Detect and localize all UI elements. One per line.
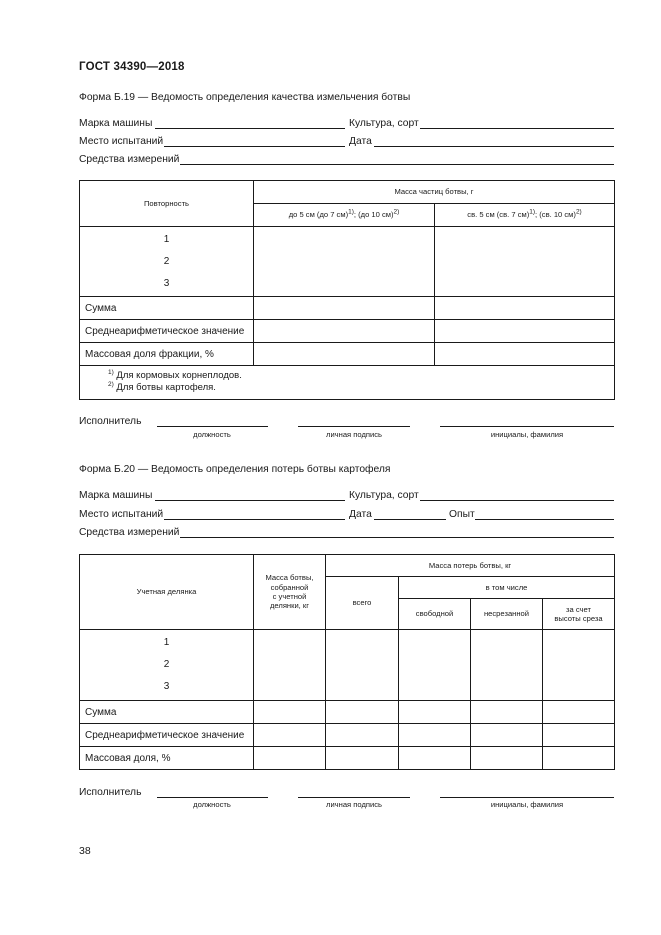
cell-large-repeats[interactable] bbox=[435, 227, 615, 297]
cell-small-repeats[interactable] bbox=[254, 227, 435, 297]
form-20-instruments-field[interactable] bbox=[180, 537, 614, 538]
cell-height-mean[interactable] bbox=[543, 724, 615, 747]
form-19-test-place-field[interactable] bbox=[164, 146, 345, 147]
cell-free-plots[interactable] bbox=[399, 630, 471, 701]
cell-large-mean[interactable] bbox=[435, 320, 615, 343]
cell-collected-fraction[interactable] bbox=[254, 747, 326, 770]
header-uncut: несрезанной bbox=[471, 599, 543, 630]
plot-3: 3 bbox=[163, 681, 170, 692]
table-footnotes bbox=[80, 366, 615, 400]
form-19-instruments-field[interactable] bbox=[180, 164, 614, 165]
form-19-machine-brand-field[interactable] bbox=[155, 128, 345, 129]
row-sum-label: Сумма bbox=[80, 297, 254, 320]
cell-total-fraction[interactable] bbox=[326, 747, 399, 770]
footnote-1: $^{1)}$ Для кормовых корнеплодов. bbox=[108, 368, 242, 381]
cell-small-fraction[interactable] bbox=[254, 343, 435, 366]
document-header: ГОСТ 34390—2018 bbox=[79, 61, 185, 73]
form-20-date-label: Дата bbox=[349, 509, 372, 520]
form-19-test-place-label: Место испытаний bbox=[79, 136, 164, 147]
header-loss-mass: Масса потерь ботвы, кг bbox=[326, 555, 615, 577]
form-19-position-field[interactable] bbox=[157, 426, 268, 427]
cell-total-mean[interactable] bbox=[326, 724, 399, 747]
form-19-initials-caption: инициалы, фамилия bbox=[490, 430, 564, 439]
form-20-position-caption: должность bbox=[193, 800, 231, 809]
header-sub-col-small: до 5 см (до 7 см)$^{1)}$; (до 10 см)$^{2)}$ bbox=[254, 204, 435, 227]
form-19-date-field[interactable] bbox=[374, 146, 614, 147]
header-including: в том числе bbox=[399, 577, 615, 599]
cell-large-sum[interactable] bbox=[435, 297, 615, 320]
form-19-signature-field[interactable] bbox=[298, 426, 410, 427]
header-cut-height: за счет высоты среза bbox=[543, 599, 615, 630]
form-19-instruments-label: Средства измерений bbox=[79, 154, 180, 165]
header-collected-mass: Масса ботвы, собранной с учетной делянки, кг bbox=[254, 555, 326, 630]
cell-uncut-fraction[interactable] bbox=[471, 747, 543, 770]
repeat-1: 1 bbox=[163, 233, 170, 245]
form-20-position-field[interactable] bbox=[157, 797, 268, 798]
form-20-test-place-label: Место испытаний bbox=[79, 509, 164, 520]
cell-uncut-mean[interactable] bbox=[471, 724, 543, 747]
header-mass-particles: Масса частиц ботвы, г bbox=[254, 181, 615, 204]
row-fraction-label: Массовая доля, % bbox=[80, 747, 254, 770]
plot-numbers bbox=[80, 630, 254, 701]
form-20-machine-brand-label: Марка машины bbox=[79, 490, 153, 501]
cell-collected-plots[interactable] bbox=[254, 630, 326, 701]
plot-1: 1 bbox=[163, 637, 170, 648]
form-20-instruments-label: Средства измерений bbox=[79, 527, 180, 538]
cell-height-sum[interactable] bbox=[543, 701, 615, 724]
form-19-machine-brand-label: Марка машины bbox=[79, 118, 153, 129]
page-number: 38 bbox=[79, 845, 91, 857]
repeat-3: 3 bbox=[163, 277, 170, 289]
form-20-test-place-field[interactable] bbox=[164, 519, 345, 520]
cell-collected-sum[interactable] bbox=[254, 701, 326, 724]
form-20-title: Форма Б.20 — Ведомость определения потерь ботвы картофеля bbox=[79, 464, 391, 475]
cell-height-plots[interactable] bbox=[543, 630, 615, 701]
form-19-crop-variety-field[interactable] bbox=[420, 128, 614, 129]
form-19-initials-field[interactable] bbox=[440, 426, 614, 427]
header-plot: Учетная делянка bbox=[80, 555, 254, 630]
plot-2: 2 bbox=[163, 659, 170, 670]
footnote-2: $^{2)}$ Для ботвы картофеля. bbox=[108, 380, 216, 393]
repeat-numbers bbox=[80, 227, 254, 297]
cell-free-fraction[interactable] bbox=[399, 747, 471, 770]
row-mean-label: Среднеарифметическое значение bbox=[80, 320, 254, 343]
form-19-table bbox=[79, 180, 615, 400]
form-19-date-label: Дата bbox=[349, 136, 372, 147]
form-20-initials-caption: инициалы, фамилия bbox=[490, 800, 564, 809]
form-20-crop-variety-label: Культура, сорт bbox=[349, 490, 419, 501]
form-19-title: Форма Б.19 — Ведомость определения качества измельчения ботвы bbox=[79, 92, 411, 103]
cell-height-fraction[interactable] bbox=[543, 747, 615, 770]
form-20-initials-field[interactable] bbox=[440, 797, 614, 798]
header-sub-col-large: св. 5 см (св. 7 см)$^{1)}$; (св. 10 см)$^{2)}$ bbox=[435, 204, 615, 227]
cell-total-sum[interactable] bbox=[326, 701, 399, 724]
form-20-crop-variety-field[interactable] bbox=[420, 500, 614, 501]
form-19-signature-caption: личная подпись bbox=[326, 430, 382, 439]
cell-free-mean[interactable] bbox=[399, 724, 471, 747]
repeat-2: 2 bbox=[163, 255, 170, 267]
form-19-performer-label: Исполнитель bbox=[79, 416, 142, 427]
cell-small-sum[interactable] bbox=[254, 297, 435, 320]
form-20-experiment-field[interactable] bbox=[475, 519, 614, 520]
form-20-signature-caption: личная подпись bbox=[326, 800, 382, 809]
cell-free-sum[interactable] bbox=[399, 701, 471, 724]
cell-uncut-sum[interactable] bbox=[471, 701, 543, 724]
cell-uncut-plots[interactable] bbox=[471, 630, 543, 701]
cell-large-fraction[interactable] bbox=[435, 343, 615, 366]
form-20-machine-brand-field[interactable] bbox=[155, 500, 345, 501]
form-20-experiment-label: Опыт bbox=[449, 509, 475, 520]
header-repeat: Повторность bbox=[80, 181, 254, 227]
form-20-signature-field[interactable] bbox=[298, 797, 410, 798]
row-fraction-label: Массовая доля фракции, % bbox=[80, 343, 254, 366]
cell-collected-mean[interactable] bbox=[254, 724, 326, 747]
form-20-table bbox=[79, 554, 615, 770]
header-free: свободной bbox=[399, 599, 471, 630]
form-19-crop-variety-label: Культура, сорт bbox=[349, 118, 419, 129]
header-total: всего bbox=[326, 577, 399, 630]
row-mean-label: Среднеарифметическое значение bbox=[80, 724, 254, 747]
cell-total-plots[interactable] bbox=[326, 630, 399, 701]
form-20-performer-label: Исполнитель bbox=[79, 787, 142, 798]
cell-small-mean[interactable] bbox=[254, 320, 435, 343]
form-20-date-field[interactable] bbox=[374, 519, 446, 520]
form-19-position-caption: должность bbox=[193, 430, 231, 439]
row-sum-label: Сумма bbox=[80, 701, 254, 724]
